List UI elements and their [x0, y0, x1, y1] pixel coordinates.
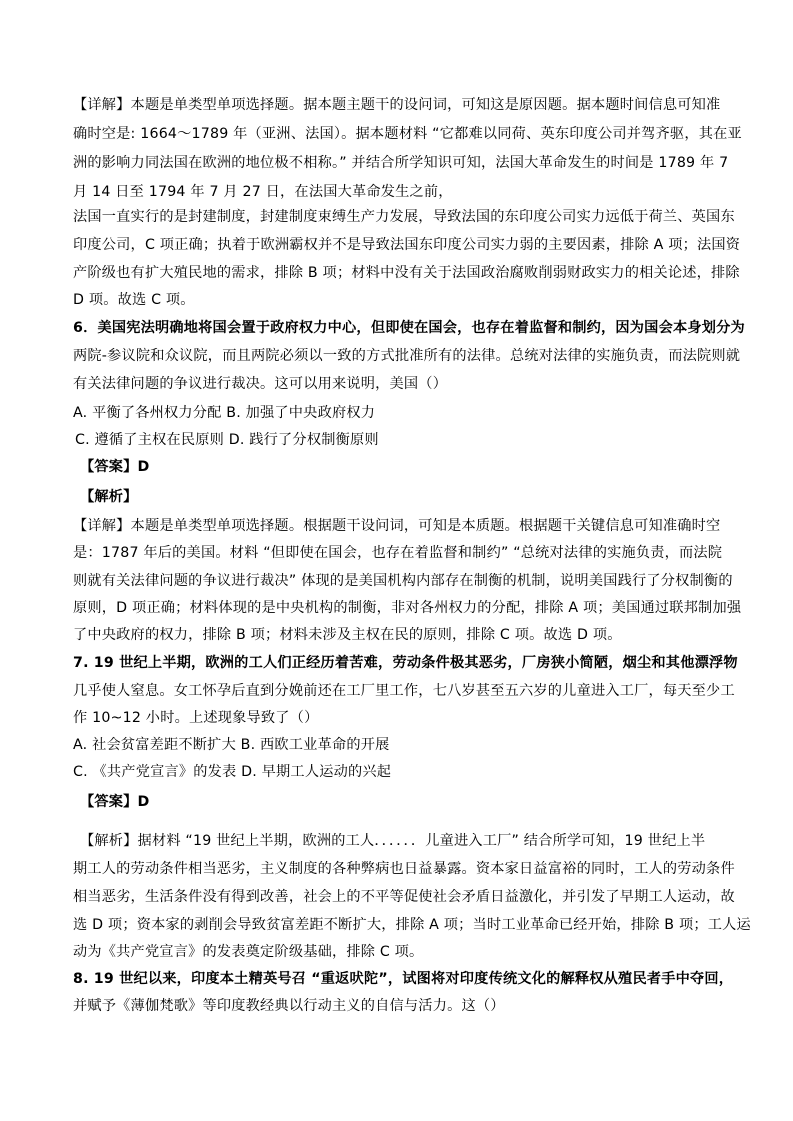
q6-detail-line-1: 【详解】本题是单类型单项选择题。根据题干设问词，可知是本质题。根据题干关键信息可知准确时空 — [73, 518, 721, 534]
q6-answer: 【答案】D — [80, 459, 150, 475]
q8-stem-line-2: 并赋予《薄伽梵歌》等印度教经典以行动主义的自信与活力。这（） — [73, 998, 505, 1014]
q7-stem-line-3: 作 10~12 小时。上述现象导致了（） — [73, 710, 319, 726]
q6-stem-line-1: 6．美国宪法明确地将国会置于政府权力中心，但即使在国会，也存在着监督和制约，因为国会本身划分为 — [73, 320, 745, 336]
q5-detail-line-8: D 项。故选 C 项。 — [73, 292, 195, 308]
q5-detail-line-3: 洲的影响力同法国在欧洲的地位极不相称。” 并结合所学知识可知，法国大革命发生的时间是 1789 年 7 — [73, 155, 729, 171]
q5-detail-line-4: 月 14 日至 1794 年 7 月 27 日，在法国大革命发生之前， — [73, 184, 453, 200]
q7-analysis-line-1: 【解析】据材料 “19 世纪上半期，欧洲的工人．．．．．．儿童进入工厂” 结合所学可知，19 世纪上半 — [80, 833, 706, 849]
q6-detail-line-2: 是：1787 年后的美国。材料 “但即使在国会，也存在着监督和制约” “总统对法律的实施负责，而法院 — [73, 545, 723, 561]
q7-stem-line-1: 7. 19 世纪上半期，欧洲的工人们正经历着苦难，劳动条件极其恶劣，厂房狭小简陋，烟尘和其他漂浮物 — [73, 655, 738, 671]
q5-detail-line-2: 确时空是: 1664～1789 年（亚洲、法国）。据本题材料 “它都难以同荷、英东印度公司并驾齐驱，其在亚 — [73, 126, 742, 142]
q6-analysis-heading: 【解析】 — [80, 489, 138, 505]
q7-analysis-line-2: 期工人的劳动条件相当恶劣，主义制度的各种弊病也日益暴露。资本家日益富裕的同时，工人的劳动条件 — [73, 861, 735, 877]
q6-stem-line-3: 有关法律问题的争议进行裁决。这可以用来说明，美国（） — [73, 376, 448, 392]
q5-detail-line-6: 印度公司，C 项正确；执着于欧洲霸权并不是导致法国东印度公司实力弱的主要因素，排除 A 项；法国资 — [73, 237, 741, 253]
q6-detail-line-5: 了中央政府的权力，排除 B 项；材料未涉及主权在民的原则，排除 C 项。故选 D 项。 — [73, 627, 622, 643]
q5-detail-line-5: 法国一直实行的是封建制度，封建制度束缚生产力发展，导致法国的东印度公司实力远低于荷兰、英国东 — [73, 209, 735, 225]
q6-detail-line-4: 原则，D 项正确；材料体现的是中央机构的制衡，非对各州权力的分配，排除 A 项；美国通过联邦制加强 — [73, 600, 742, 616]
q7-analysis-line-5: 动为《共产党宣言》的发表奠定阶级基础，排除 C 项。 — [73, 944, 424, 960]
q7-analysis-line-3: 相当恶劣，生活条件没有得到改善，社会上的不平等促使社会矛盾日益激化，并引发了早期工人运动，故 — [73, 889, 735, 905]
q8-stem-line-1: 8. 19 世纪以来，印度本土精英号召 “重返吠陀”，试图将对印度传统文化的解释权从殖民者手中夺回， — [73, 971, 734, 987]
q6-stem-line-2: 两院-参议院和众议院，而且两院必须以一致的方式批准所有的法律。总统对法律的实施负责，而法院则就 — [73, 348, 741, 364]
q6-option-line-2: C. 遵循了主权在民原则 D. 践行了分权制衡原则 — [75, 432, 379, 448]
q6-option-line-1: A. 平衡了各州权力分配 B. 加强了中央政府权力 — [73, 405, 376, 421]
q5-detail-line-7: 产阶级也有扩大殖民地的需求，排除 B 项；材料中没有关于法国政治腐败削弱财政实力的相关论述，排除 — [73, 265, 740, 281]
q7-option-line-1: A. 社会贫富差距不断扩大 B. 西欧工业革命的开展 — [73, 737, 390, 753]
q7-option-line-2: C. 《共产党宣言》的发表 D. 早期工人运动的兴起 — [73, 764, 392, 780]
q7-stem-line-2: 几乎使人窒息。女工怀孕后直到分娩前还在工厂里工作，七八岁甚至五六岁的儿童进入工厂，每天至少工 — [73, 683, 735, 699]
q7-answer: 【答案】D — [80, 794, 150, 810]
q6-detail-line-3: 则就有关法律问题的争议进行裁决” 体现的是美国机构内部存在制衡的机制，说明美国践行了分权制衡的 — [73, 573, 733, 589]
q7-analysis-line-4: 选 D 项；资本家的剥削会导致贫富差距不断扩大，排除 A 项；当时工业革命已经开始，排除 B 项；工人运 — [73, 917, 751, 933]
q5-detail-line-1: 【详解】本题是单类型单项选择题。据本题主题干的设问词，可知这是原因题。据本题时间信息可知准 — [73, 97, 721, 113]
